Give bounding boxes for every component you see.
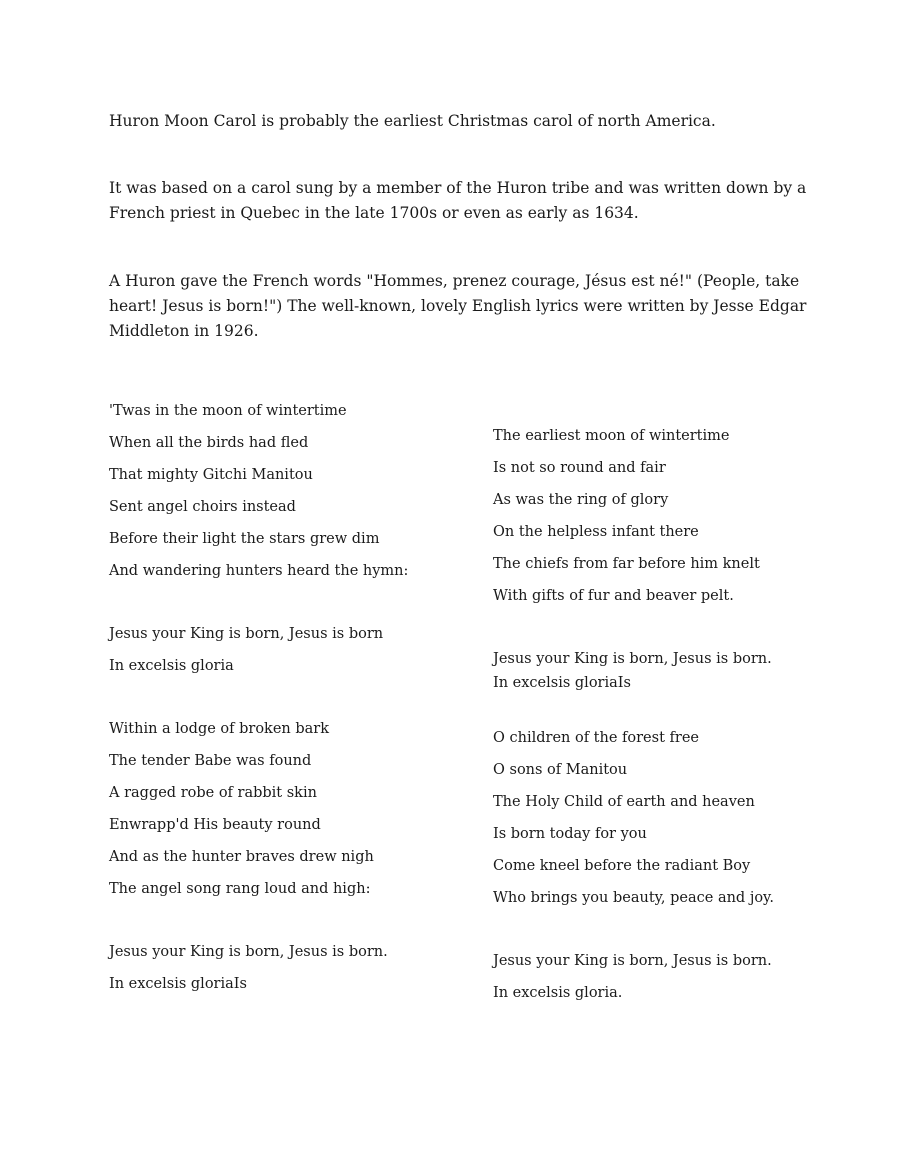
lyric-line: O sons of Manitou: [493, 762, 628, 778]
lyric-line: That mighty Gitchi Manitou: [109, 467, 313, 483]
verse-2: [109, 716, 469, 908]
lyric-line: The earliest moon of wintertime: [493, 428, 730, 444]
lyric-line: On the helpless infant there: [493, 524, 699, 540]
lyric-line: Within a lodge of broken bark: [109, 721, 330, 737]
lyric-line: Come kneel before the radiant Boy: [493, 858, 751, 874]
chorus-line: Jesus your King is born, Jesus is born.: [493, 953, 772, 969]
lyric-line: The Holy Child of earth and heaven: [493, 794, 755, 810]
intro-paragraph-2: It was based on a carol sung by a member of the Huron tribe and was written down by a French priest in Quebec in the late 1700s or even as early as 1634.: [109, 179, 807, 222]
lyric-line: Before their light the stars grew dim: [109, 531, 380, 547]
lyric-line: As was the ring of glory: [493, 492, 669, 508]
intro-paragraph-1: Huron Moon Carol is probably the earliest Christmas carol of north America.: [109, 112, 716, 130]
chorus-2: [109, 939, 469, 1003]
chorus-line: Jesus your King is born, Jesus is born: [109, 626, 384, 642]
lyric-line: A ragged robe of rabbit skin: [109, 785, 317, 801]
lyric-line: The angel song rang loud and high:: [109, 881, 371, 897]
chorus-line: In excelsis gloriaIs: [493, 675, 631, 691]
lyric-line: The tender Babe was found: [109, 753, 312, 769]
lyric-line: Sent angel choirs instead: [109, 499, 296, 515]
lyrics-left-column: [109, 398, 469, 1003]
verse-3: [493, 423, 853, 615]
chorus-1: [109, 621, 469, 685]
lyric-line: 'Twas in the moon of wintertime: [109, 403, 347, 419]
chorus-3: [493, 646, 853, 694]
intro-paragraph-3: A Huron gave the French words "Hommes, prenez courage, Jésus est né!" (People, take heart! Jesus is born!") The well-known, lovely English lyrics were written by Jesse Edgar Middleton in 1926.: [109, 272, 807, 340]
chorus-4: [493, 948, 853, 1012]
lyric-line: When all the birds had fled: [109, 435, 309, 451]
verse-1: [109, 398, 469, 590]
lyric-line: The chiefs from far before him knelt: [493, 556, 760, 572]
chorus-line: Jesus your King is born, Jesus is born.: [493, 651, 772, 667]
lyrics-right-column: [493, 423, 853, 1012]
lyric-line: O children of the forest free: [493, 730, 699, 746]
verse-4: [493, 725, 853, 917]
lyric-line: Who brings you beauty, peace and joy.: [493, 890, 774, 906]
lyric-line: Enwrapp'd His beauty round: [109, 817, 321, 833]
lyric-line: Is born today for you: [493, 826, 647, 842]
lyric-line: Is not so round and fair: [493, 460, 666, 476]
lyric-line: With gifts of fur and beaver pelt.: [493, 588, 734, 604]
lyric-line: And wandering hunters heard the hymn:: [109, 563, 409, 579]
lyric-line: And as the hunter braves drew nigh: [109, 849, 374, 865]
chorus-line: Jesus your King is born, Jesus is born.: [109, 944, 388, 960]
chorus-line: In excelsis gloria.: [493, 985, 623, 1001]
chorus-line: In excelsis gloriaIs: [109, 976, 247, 992]
chorus-line: In excelsis gloria: [109, 658, 234, 674]
